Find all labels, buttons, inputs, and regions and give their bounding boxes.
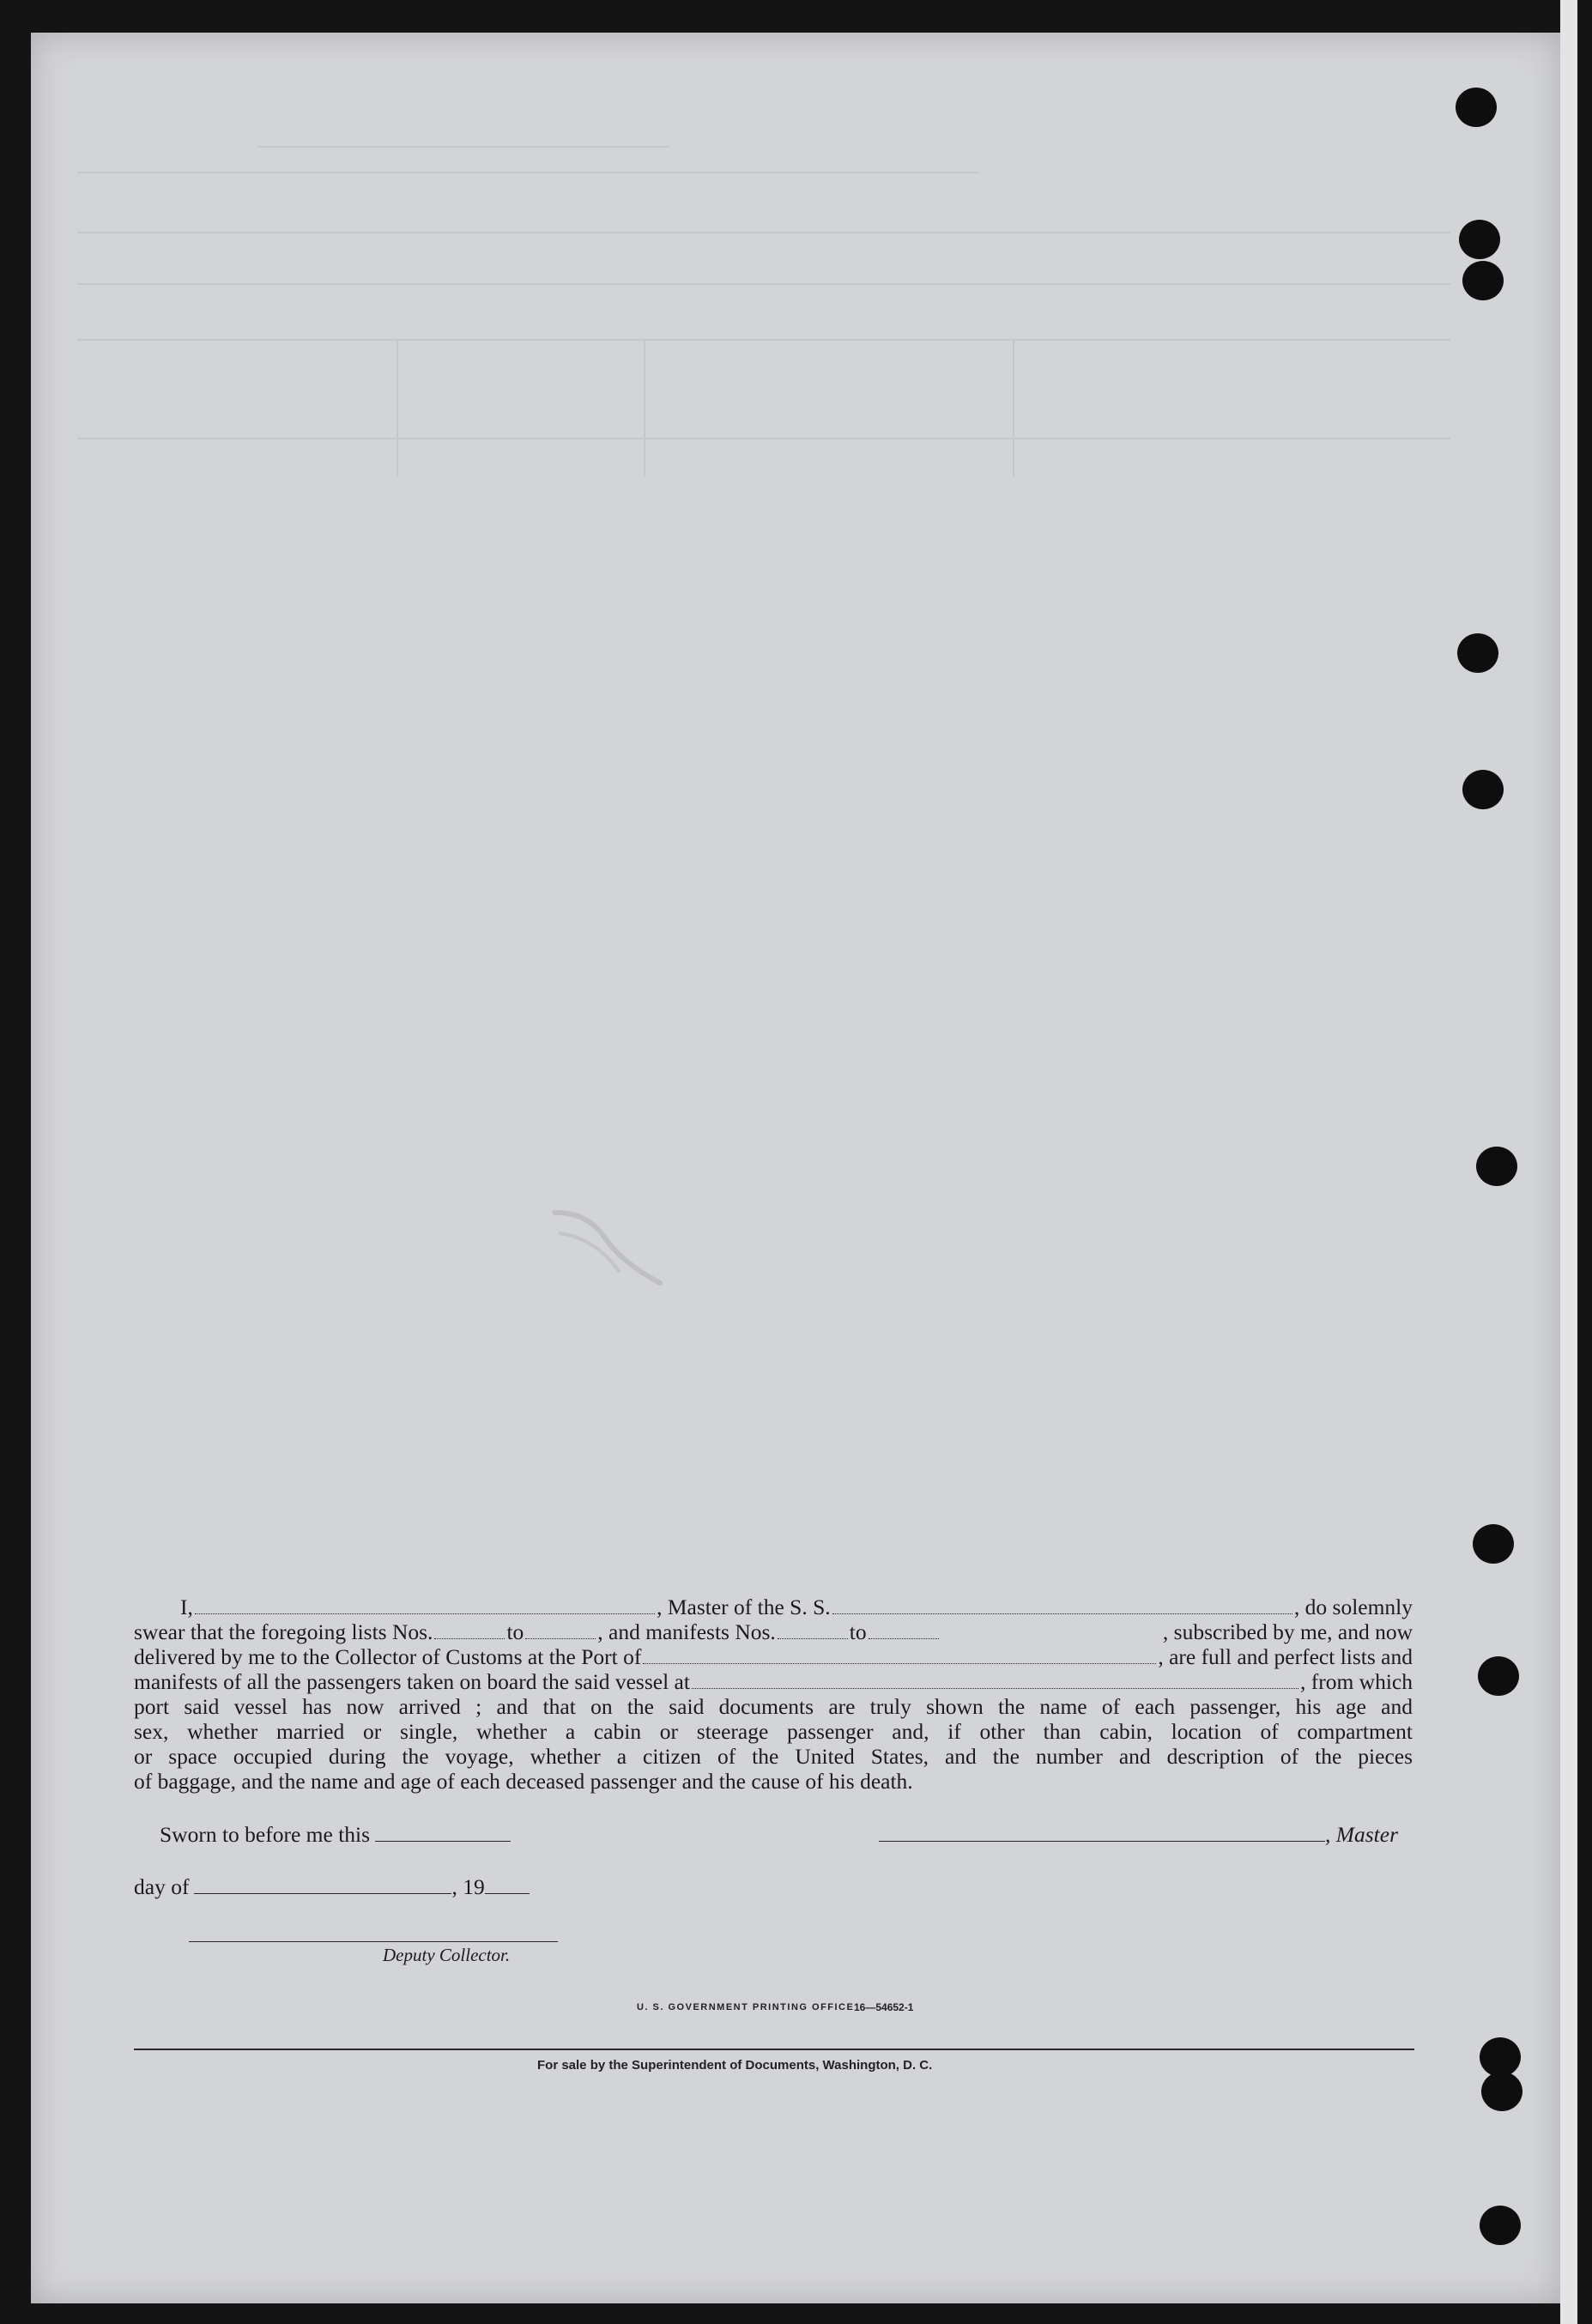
- oath-delivered: delivered by me to the Collector of Customs at the Port of: [134, 1644, 642, 1669]
- bleed-rule: [77, 172, 978, 173]
- oath-line-2: [134, 1619, 1413, 1644]
- bleed-rule: [77, 232, 1450, 233]
- footer-rule: [134, 2049, 1414, 2050]
- paper-edge-strip: [1560, 0, 1577, 2324]
- manifests-from-blank[interactable]: [778, 1623, 848, 1639]
- bleed-rule: [77, 339, 1450, 341]
- oath-to-2: to: [849, 1619, 867, 1644]
- sworn-row: [160, 1822, 511, 1848]
- year-label: , 19: [451, 1874, 485, 1899]
- oath-line-5: port said vessel has now arrived ; and that on the said documents are truly shown the name of each passenger, his age and: [134, 1694, 1413, 1719]
- oath-master-of: , Master of the S. S.: [657, 1595, 831, 1619]
- vessel-name-blank[interactable]: [832, 1598, 1292, 1614]
- binder-hole: [1473, 1524, 1514, 1564]
- bleed-rule: [1013, 339, 1014, 476]
- binder-hole: [1462, 770, 1504, 809]
- oath-line-6: sex, whether married or single, whether a cabin or steerage passenger and, if other than cabin, location of compartment: [134, 1719, 1413, 1744]
- binder-hole: [1481, 2072, 1522, 2111]
- binder-hole: [1476, 1147, 1517, 1186]
- oath-manifests: , and manifests Nos.: [597, 1619, 776, 1644]
- binder-hole: [1478, 1656, 1519, 1696]
- lists-from-blank[interactable]: [434, 1623, 505, 1639]
- deputy-signature-line[interactable]: [189, 1941, 558, 1942]
- bleed-rule: [396, 339, 398, 476]
- bleed-rule: [77, 283, 1450, 285]
- sworn-label: Sworn to before me this: [160, 1822, 371, 1847]
- bleed-rule: [257, 146, 669, 148]
- master-signature-line[interactable]: [879, 1825, 1325, 1842]
- oath-swear: swear that the foregoing lists Nos.: [134, 1619, 433, 1644]
- oath-subscribed: , subscribed by me, and now: [1162, 1619, 1413, 1644]
- binder-hole: [1459, 220, 1500, 259]
- oath-solemnly: , do solemnly: [1293, 1595, 1413, 1619]
- oath-line-4: [134, 1669, 1413, 1694]
- form-page: [31, 33, 1560, 2303]
- master-name-blank[interactable]: [195, 1598, 655, 1614]
- deputy-collector-label: Deputy Collector.: [383, 1945, 511, 1965]
- oath-to-1: to: [506, 1619, 524, 1644]
- oath-from-which: , from which: [1299, 1669, 1413, 1694]
- form-number: 16—54652-1: [854, 2001, 914, 2013]
- master-signature-row: [879, 1822, 1398, 1848]
- master-label: , Master: [1325, 1822, 1398, 1847]
- sale-notice: For sale by the Superintendent of Documents, Washington, D. C.: [537, 2058, 933, 2073]
- binder-hole: [1480, 2206, 1521, 2245]
- lists-to-blank[interactable]: [525, 1623, 596, 1639]
- day-of-label: day of: [134, 1874, 190, 1899]
- master-oath-paragraph: [134, 1595, 1413, 1794]
- binder-hole: [1462, 261, 1504, 300]
- printing-office-imprint: U. S. GOVERNMENT PRINTING OFFICE: [637, 2002, 855, 2012]
- oath-manifests-of: manifests of all the passengers taken on board the said vessel at: [134, 1669, 690, 1694]
- oath-line-3: [134, 1644, 1413, 1669]
- bleed-rule: [644, 339, 645, 476]
- manifests-to-blank[interactable]: [869, 1623, 939, 1639]
- oath-i: I,: [180, 1595, 193, 1619]
- sworn-date-blank[interactable]: [375, 1825, 511, 1842]
- month-blank[interactable]: [194, 1878, 451, 1894]
- oath-full: , are full and perfect lists and: [1158, 1644, 1413, 1669]
- year-blank[interactable]: [485, 1878, 530, 1894]
- day-of-row: [134, 1874, 530, 1900]
- port-blank[interactable]: [643, 1648, 1156, 1664]
- bleed-rule: [77, 438, 1450, 439]
- oath-line-1: [134, 1595, 1413, 1619]
- binder-hole: [1456, 88, 1497, 127]
- embark-port-blank[interactable]: [692, 1673, 1298, 1689]
- oath-line-7: or space occupied during the voyage, whether a citizen of the United States, and the number and description of the pieces: [134, 1744, 1413, 1769]
- binder-hole: [1457, 633, 1498, 673]
- oath-line-8: of baggage, and the name and age of each deceased passenger and the cause of his death.: [134, 1769, 913, 1794]
